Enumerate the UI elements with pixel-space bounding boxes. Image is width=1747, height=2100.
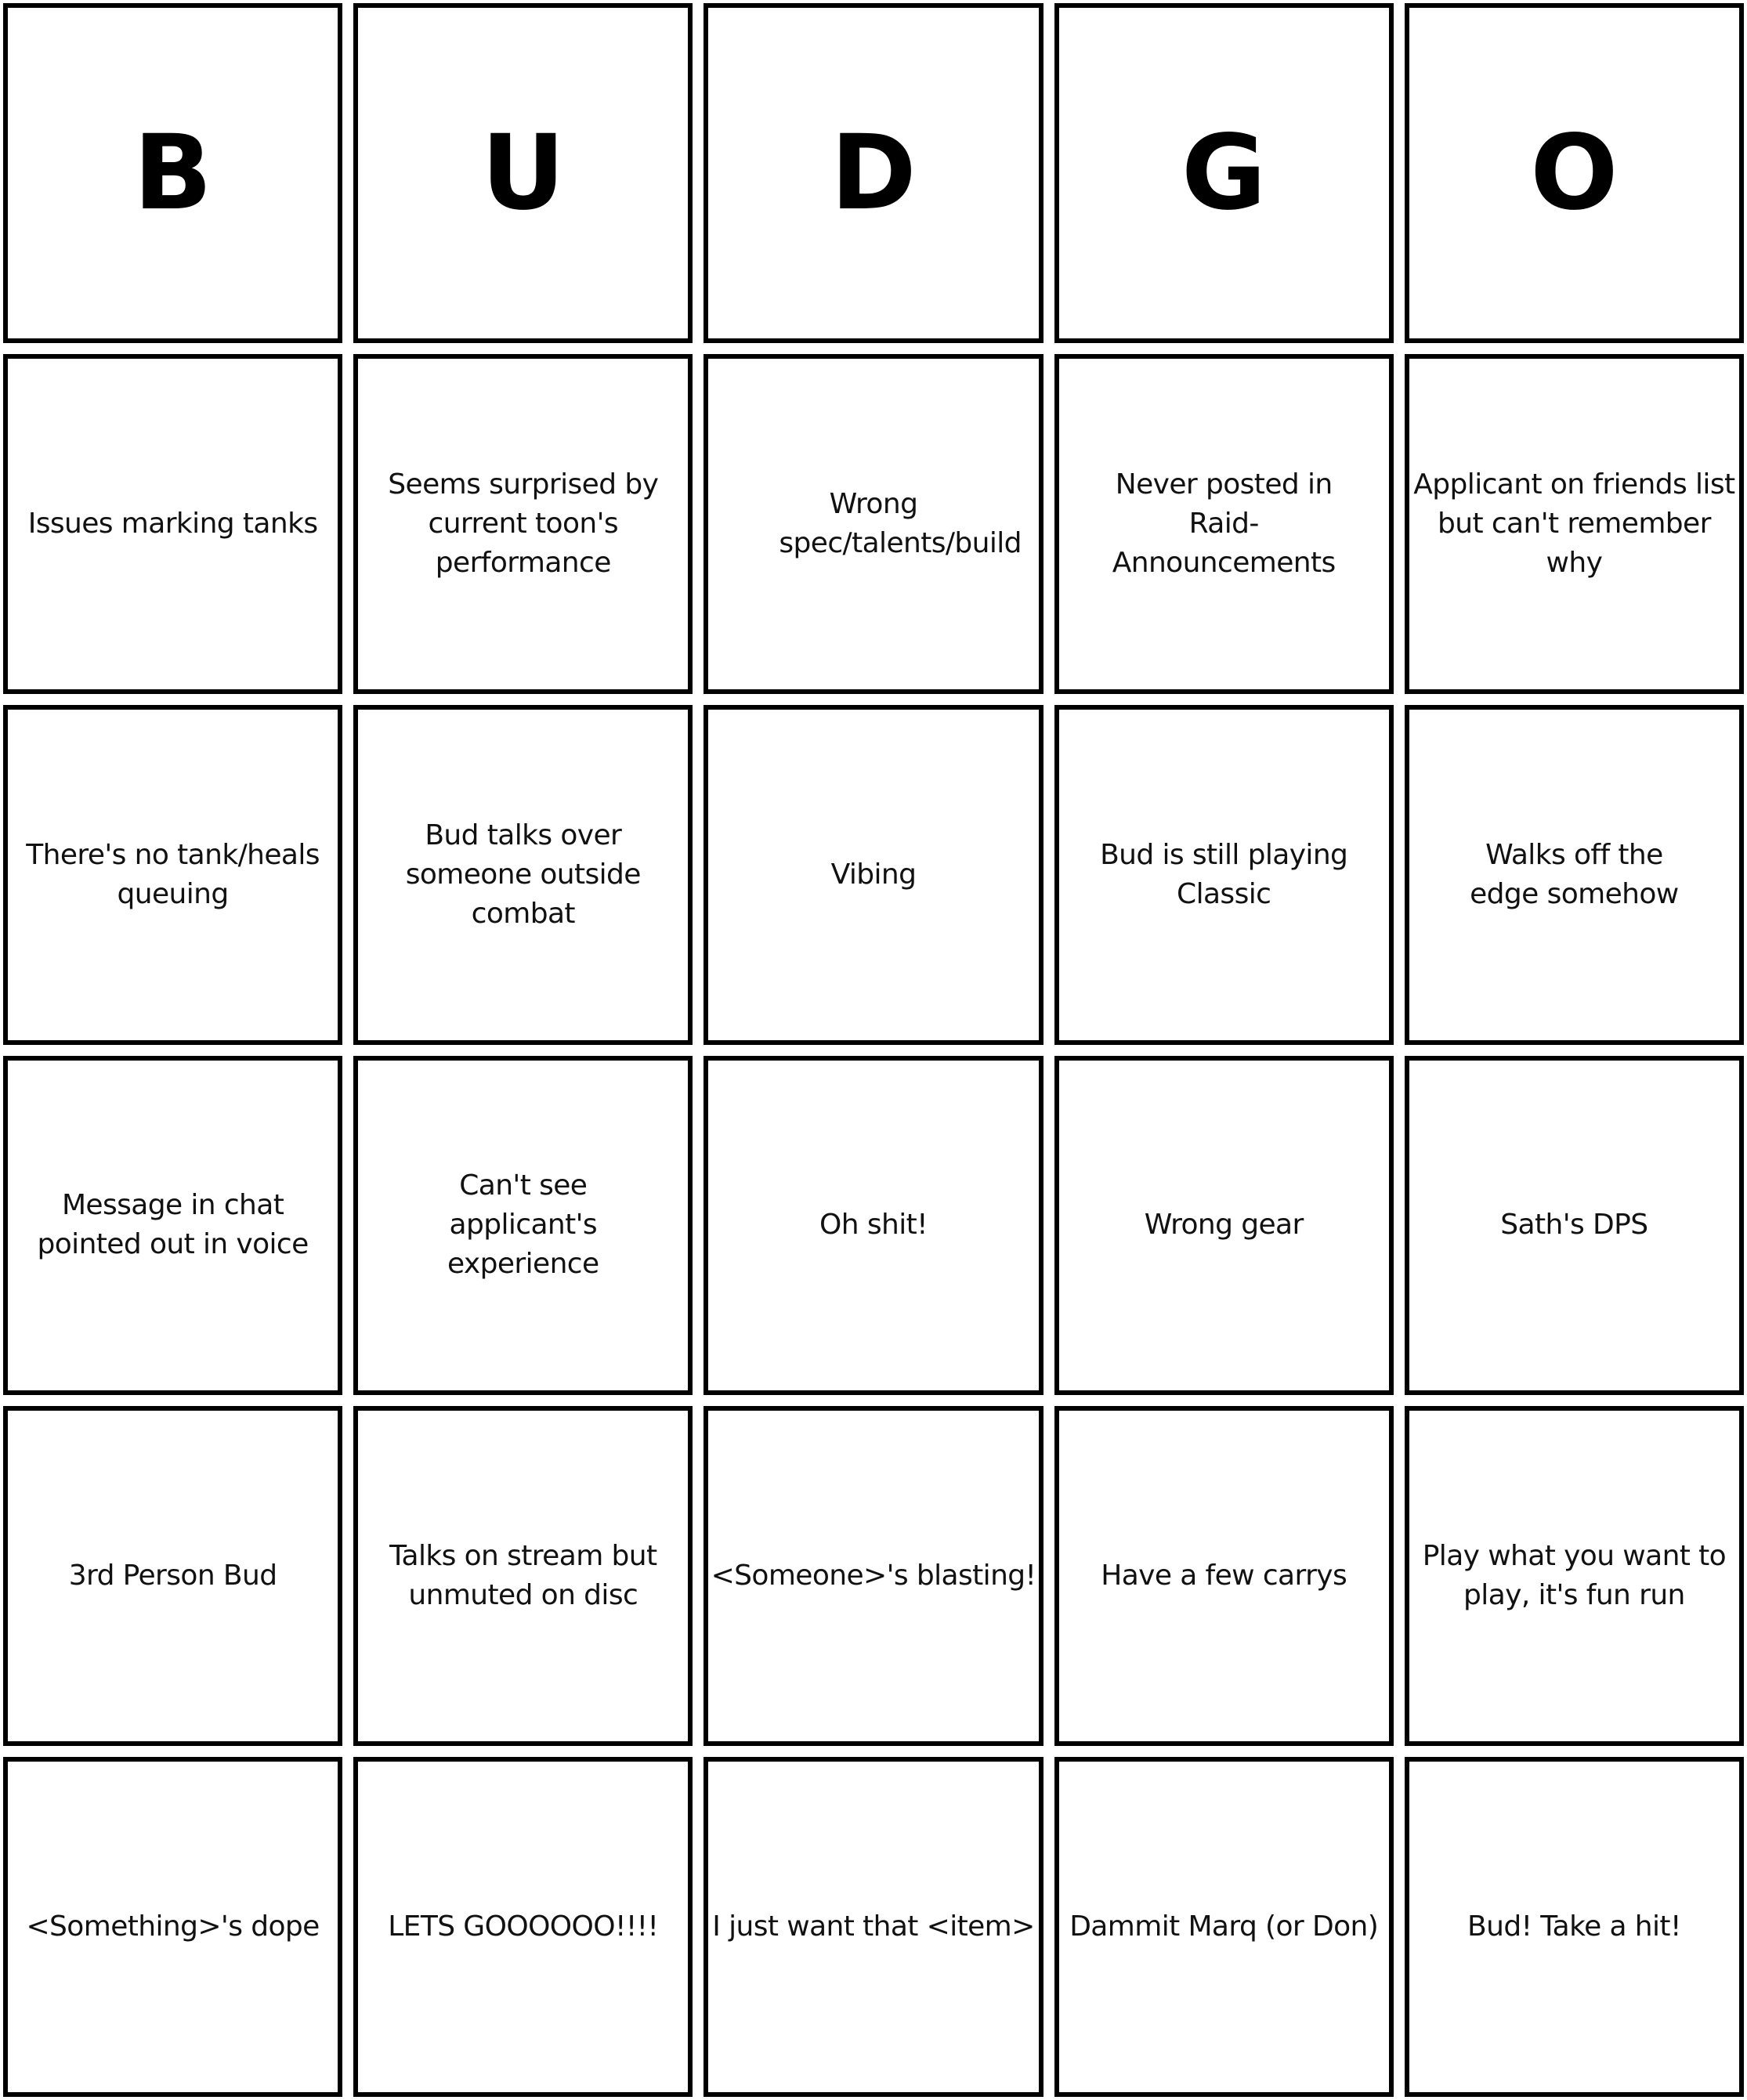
bingo-square[interactable] xyxy=(1054,1406,1394,1746)
bingo-square[interactable] xyxy=(1405,705,1744,1045)
bingo-square[interactable] xyxy=(1405,1056,1744,1396)
square-label: Seems surprised by current toon's performance xyxy=(388,468,659,579)
square-label: I just want that <item> xyxy=(712,1910,1035,1943)
bingo-square[interactable] xyxy=(1054,1056,1394,1396)
bingo-square[interactable] xyxy=(353,354,693,694)
bingo-square[interactable] xyxy=(704,354,1043,694)
square-label: Applicant on friends list but can't remember why xyxy=(1413,468,1735,579)
bingo-square[interactable] xyxy=(1054,1757,1394,2097)
square-label: 3rd Person Bud xyxy=(68,1560,277,1592)
header-letter: D xyxy=(830,112,917,233)
bingo-square[interactable] xyxy=(1405,1757,1744,2097)
square-label: Have a few carrys xyxy=(1101,1560,1347,1592)
square-label: Wrong gear xyxy=(1144,1209,1304,1242)
bingo-square[interactable] xyxy=(1054,354,1394,694)
header-cell-g xyxy=(1054,3,1394,343)
header-letter: U xyxy=(481,112,566,233)
square-label: Can't see applicant's experience xyxy=(447,1169,599,1281)
square-label: Never posted in Raid-Announcements xyxy=(1112,468,1336,579)
square-label: Bud is still playing Classic xyxy=(1100,838,1348,910)
square-label: LETS GOOOOOO!!!! xyxy=(388,1910,659,1943)
header-letter: B xyxy=(133,112,212,233)
square-label: Wrong spec/talents/build xyxy=(779,487,1022,559)
bingo-square[interactable] xyxy=(1405,354,1744,694)
square-label: There's no tank/heals queuing xyxy=(26,838,320,910)
square-label: Bud talks over someone outside combat xyxy=(405,819,641,930)
bingo-square[interactable] xyxy=(353,1757,693,2097)
bingo-square[interactable] xyxy=(1405,1406,1744,1746)
bingo-square[interactable] xyxy=(353,705,693,1045)
square-label: Talks on stream but unmuted on disc xyxy=(389,1540,657,1612)
header-cell-o xyxy=(1405,3,1744,343)
bingo-square[interactable] xyxy=(3,1757,342,2097)
bingo-square[interactable] xyxy=(3,705,342,1045)
bingo-square[interactable] xyxy=(704,1757,1043,2097)
bingo-board xyxy=(3,3,1744,2097)
square-label: Play what you want to play, it's fun run xyxy=(1422,1540,1727,1612)
square-label: Dammit Marq (or Don) xyxy=(1069,1910,1379,1943)
square-label: Issues marking tanks xyxy=(27,507,318,540)
bingo-square[interactable] xyxy=(1054,705,1394,1045)
header-letter: G xyxy=(1181,112,1267,233)
bingo-square[interactable] xyxy=(704,1406,1043,1746)
bingo-square[interactable] xyxy=(353,1406,693,1746)
bingo-square[interactable] xyxy=(353,1056,693,1396)
bingo-square[interactable] xyxy=(3,1056,342,1396)
square-label: Message in chat pointed out in voice xyxy=(37,1189,309,1261)
square-label: Sath's DPS xyxy=(1500,1209,1648,1242)
header-cell-u xyxy=(353,3,693,343)
square-label: Bud! Take a hit! xyxy=(1467,1910,1681,1943)
bingo-square[interactable] xyxy=(704,705,1043,1045)
bingo-square[interactable] xyxy=(704,1056,1043,1396)
square-label: <Something>'s dope xyxy=(26,1910,320,1943)
square-label: Oh shit! xyxy=(819,1209,928,1242)
bingo-square[interactable] xyxy=(3,354,342,694)
header-letter: O xyxy=(1530,112,1619,233)
square-label: Vibing xyxy=(830,858,917,891)
bingo-square[interactable] xyxy=(3,1406,342,1746)
square-label: Walks off the edge somehow xyxy=(1470,838,1679,910)
square-label: <Someone>'s blasting! xyxy=(711,1560,1036,1592)
header-cell-d xyxy=(704,3,1043,343)
header-cell-b xyxy=(3,3,342,343)
